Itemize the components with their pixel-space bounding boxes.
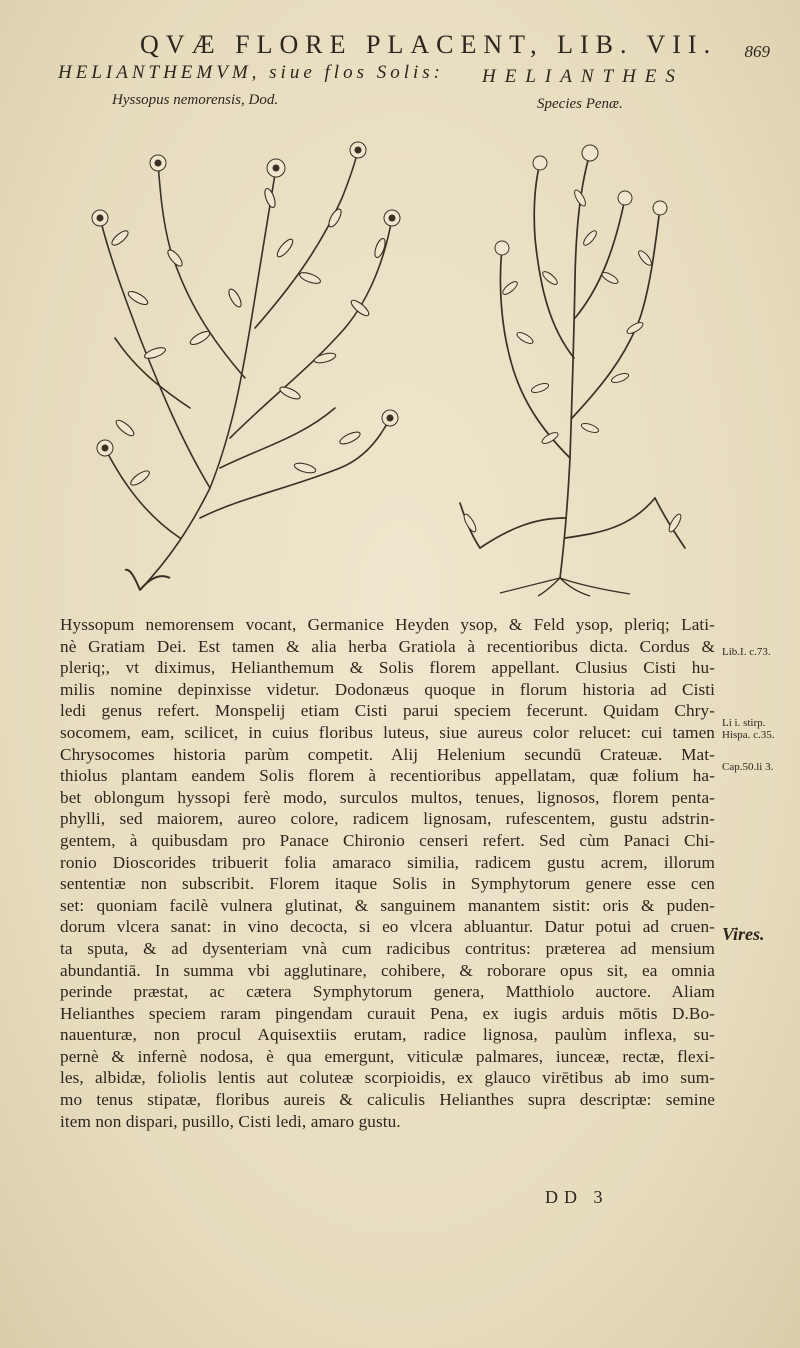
- body-line: Chrysocomes historia parùm competit. Alij Helenium secundū Crateuæ. Mat-: [60, 744, 715, 764]
- page-number: 869: [744, 42, 770, 61]
- body-line: abundantiā. In summa vbi agglutinare, cohibere, & roborare opus sit, ea omnia: [60, 960, 715, 980]
- body-line: ledi genus refert. Monspelij etiam Cisti parui speciem fecerunt. Quidam Chry-: [60, 701, 715, 721]
- body-line: item non dispari, pusillo, Cisti ledi, amaro gustu.: [60, 1111, 401, 1131]
- body-line: pleriq;, vt diximus, Helianthemum & Solis florem appellant. Clusius Cisti hu-: [60, 658, 715, 678]
- helianthemum-illustration: [80, 138, 410, 598]
- body-line: set: quoniam facilè vulnera glutinat, & sanguinem manantem sistit: oris & puden-: [60, 895, 715, 915]
- body-text: [60, 614, 715, 1132]
- helianthemum-woodcut: [80, 138, 410, 598]
- body-line: Helianthes speciem raram pingendam curauit Pena, ex iugis arduis mōtis D.Bo-: [60, 1003, 715, 1023]
- margin-note-reference: [722, 717, 775, 741]
- helianthes-illustration: [440, 138, 705, 598]
- body-line: pernè & infernè nodosa, è qua emergunt, viticulæ palmares, iunceæ, rectæ, flexi-: [60, 1046, 715, 1066]
- body-line: mo tenus stipatæ, floribus aureis & caliculis Helianthes supra descriptæ: semine: [60, 1090, 715, 1110]
- body-line: thiolus plantam eandem Solis florem à recentioribus appellatam, quæ folium ha-: [60, 766, 715, 786]
- body-line: ta sputa, & ad dysenteriam vnà cum radicibus contritus: præterea ad mensium: [60, 938, 715, 958]
- body-line: gentem, à quibusdam pro Panace Chironio censeri refert. Sed cùm Panaci Chi-: [60, 830, 715, 850]
- body-line: sententiæ non subscribit. Florem itaque Solis in Symphytorum genere esse cen: [60, 874, 715, 894]
- body-line: ronio Dioscorides tribuerit folia amaraco similia, radicem gustu acrem, illorum: [60, 852, 715, 872]
- right-figure-title: HELIANTHES: [482, 66, 684, 87]
- margin-note-line: Hispa. c.35.: [722, 729, 775, 741]
- body-line: socomem, eam, scilicet, in cuius floribus luteus, siue aureus color relucet: cui tamen: [60, 722, 715, 742]
- body-line: les, albidæ, foliolis lentis aut coluteæ scorpioidis, ex glauco virētibus ab imo sum-: [60, 1068, 715, 1088]
- signature-mark: DD 3: [545, 1187, 609, 1207]
- margin-heading-vires: Vires.: [722, 924, 765, 944]
- body-line: nè Gratiam Dei. Est tamen & alia herba Gratiola à recentioribus dicta. Cordus &: [60, 636, 715, 656]
- body-line: dorum vlcera sanat: in vino decocta, si eo vlcera abluantur. Datur potui ad cruen-: [60, 917, 715, 937]
- margin-note-reference: Cap.50.li 3.: [722, 761, 774, 773]
- body-line: perinde præstat, ac cætera Symphytorum genera, Matthiolo auctore. Aliam: [60, 982, 715, 1002]
- body-line: bet oblongum hyssopi ferè modo, surculos multos, tenues, lignosos, florem penta-: [60, 787, 715, 807]
- helianthes-woodcut: [440, 138, 705, 598]
- running-head: QVÆ FLORE PLACENT, LIB. VII.: [140, 30, 718, 59]
- body-line: milis nomine depinxisse videtur. Dodonæus quoque in florum historia ad Cisti: [60, 679, 715, 699]
- body-line: nauenturæ, non procul Aquisextiis erutam, radice lignosa, paulùm inflexa, su-: [60, 1025, 715, 1045]
- margin-note-reference: Lib.I. c.73.: [722, 646, 771, 658]
- body-line: phylli, sed maiorem, aureo colore, radicem lignosam, rufescentem, gustu adstrin-: [60, 809, 715, 829]
- body-line: Hyssopum nemorensem vocant, Germanice Heyden ysop, & Feld ysop, pleriq; Lati-: [60, 615, 715, 634]
- left-figure-title: HELIANTHEMVM, siue flos Solis:: [58, 62, 444, 83]
- left-figure-subtitle: Hyssopus nemorensis, Dod.: [112, 92, 279, 108]
- right-figure-subtitle: Species Penæ.: [537, 96, 623, 112]
- margin-note-line: Li i. stirp.: [722, 717, 766, 729]
